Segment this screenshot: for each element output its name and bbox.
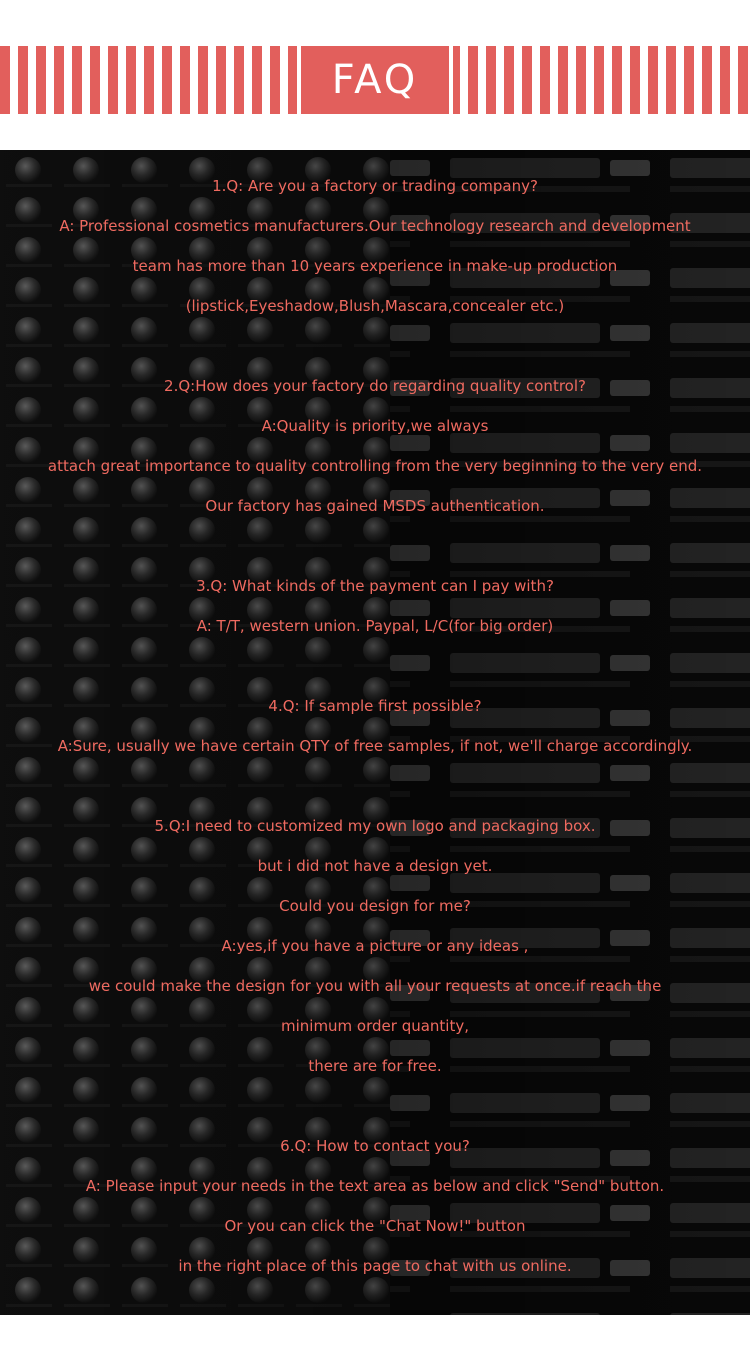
banner-title: FAQ: [331, 57, 419, 103]
faq-line: A:Sure, usually we have certain QTY of free samples, if not, we'll charge accordingly.: [57, 737, 693, 755]
faq-list: [0, 170, 750, 1290]
faq-spacer: [0, 650, 750, 690]
faq-line: 3.Q: What kinds of the payment can I pay with?: [196, 577, 554, 595]
faq-line: A: Please input your needs in the text area as below and click "Send" button.: [85, 1177, 665, 1195]
faq-line: A:Quality is priority,we always: [261, 417, 489, 435]
faq-line: 2.Q:How does your factory do regarding quality control?: [164, 377, 586, 395]
faq-spacer: [0, 330, 750, 370]
faq-line: in the right place of this page to chat with us online.: [178, 1257, 572, 1275]
faq-panel: [0, 150, 750, 1315]
faq-spacer: [0, 770, 750, 810]
faq-line: but i did not have a design yet.: [257, 857, 493, 875]
faq-line: there are for free.: [308, 1057, 442, 1075]
faq-line: 6.Q: How to contact you?: [280, 1137, 470, 1155]
faq-line: A: Professional cosmetics manufacturers.Our technology research and development: [59, 217, 691, 235]
faq-line: A: T/T, western union. Paypal, L/C(for big order): [196, 617, 554, 635]
faq-line: 1.Q: Are you a factory or trading company?: [212, 177, 538, 195]
faq-banner: [0, 46, 750, 114]
faq-line: (lipstick,Eyeshadow,Blush,Mascara,concealer etc.): [185, 297, 565, 315]
faq-spacer: [0, 1090, 750, 1130]
faq-spacer: [0, 530, 750, 570]
faq-line: A:yes,if you have a picture or any ideas ,: [221, 937, 529, 955]
faq-line: Or you can click the "Chat Now!" button: [224, 1217, 526, 1235]
faq-line: team has more than 10 years experience in make-up production: [132, 257, 618, 275]
faq-line: we could make the design for you with all your requests at once.if reach the: [88, 977, 662, 995]
faq-line: 5.Q:I need to customized my own logo and packaging box.: [154, 817, 596, 835]
faq-line: 4.Q: If sample first possible?: [268, 697, 482, 715]
faq-line: attach great importance to quality controlling from the very beginning to the very end.: [47, 457, 703, 475]
banner-title-box: [297, 46, 453, 114]
faq-line: Our factory has gained MSDS authentication.: [205, 497, 545, 515]
faq-line: Could you design for me?: [279, 897, 471, 915]
faq-line: minimum order quantity,: [280, 1017, 470, 1035]
